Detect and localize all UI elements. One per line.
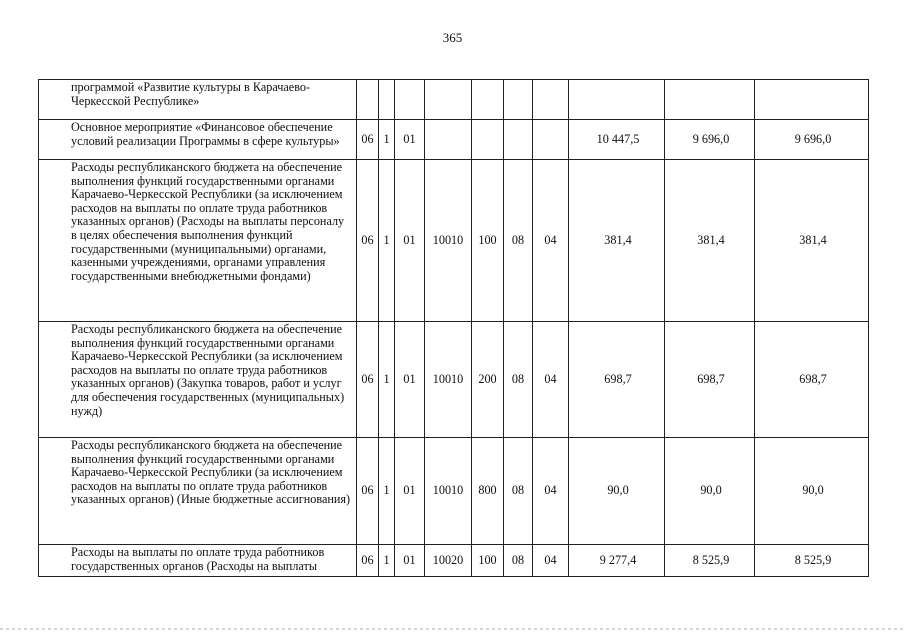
table-row xyxy=(39,80,869,120)
table-row xyxy=(39,438,869,545)
amount-cell-2: 90,0 xyxy=(665,438,755,545)
code-cell-1 xyxy=(357,80,379,120)
amount-cell-3: 698,7 xyxy=(755,322,869,438)
code-cell-5: 800 xyxy=(472,438,504,545)
table-row xyxy=(39,120,869,160)
code-cell-7: 04 xyxy=(533,160,569,322)
row-name-cell: Расходы республиканского бюджета на обеспечение выполнения функций государственными органами Карачаево-Черкесской Республики (за исключением расходов на выплаты по оплате труда работников указанных органов) (Иные бюджетные ассигнования) xyxy=(39,438,357,545)
code-cell-1: 06 xyxy=(357,545,379,577)
budget-table xyxy=(38,79,869,577)
table-row xyxy=(39,322,869,438)
code-cell-6: 08 xyxy=(504,438,533,545)
amount-cell-1: 698,7 xyxy=(569,322,665,438)
code-cell-1: 06 xyxy=(357,438,379,545)
amount-cell-1: 10 447,5 xyxy=(569,120,665,160)
amount-cell-1: 9 277,4 xyxy=(569,545,665,577)
code-cell-3: 01 xyxy=(395,322,425,438)
row-name-cell: Расходы на выплаты по оплате труда работников государственных органов (Расходы на выплаты xyxy=(39,545,357,577)
code-cell-2: 1 xyxy=(379,545,395,577)
code-cell-3 xyxy=(395,80,425,120)
amount-cell-3 xyxy=(755,80,869,120)
code-cell-3: 01 xyxy=(395,438,425,545)
code-cell-7 xyxy=(533,120,569,160)
code-cell-5: 100 xyxy=(472,160,504,322)
code-cell-2: 1 xyxy=(379,438,395,545)
code-cell-2 xyxy=(379,80,395,120)
row-name-cell: Основное мероприятие «Финансовое обеспечение условий реализации Программы в сфере культуры» xyxy=(39,120,357,160)
amount-cell-3: 90,0 xyxy=(755,438,869,545)
amount-cell-2: 8 525,9 xyxy=(665,545,755,577)
code-cell-4: 10010 xyxy=(425,160,472,322)
code-cell-6: 08 xyxy=(504,322,533,438)
code-cell-1: 06 xyxy=(357,120,379,160)
row-name-cell: Расходы республиканского бюджета на обеспечение выполнения функций государственными органами Карачаево-Черкесской Республики (за исключением расходов на выплаты по оплате труда работников указанных органов) (Закупка товаров, работ и услуг для обеспечения государственных (муниципальных) нужд) xyxy=(39,322,357,438)
code-cell-5: 200 xyxy=(472,322,504,438)
code-cell-6 xyxy=(504,80,533,120)
scan-edge-artifact xyxy=(0,628,905,630)
code-cell-3: 01 xyxy=(395,120,425,160)
amount-cell-2: 381,4 xyxy=(665,160,755,322)
code-cell-4 xyxy=(425,120,472,160)
amount-cell-2: 9 696,0 xyxy=(665,120,755,160)
code-cell-6: 08 xyxy=(504,160,533,322)
page-number: 365 xyxy=(442,30,463,45)
code-cell-5 xyxy=(472,120,504,160)
code-cell-7 xyxy=(533,80,569,120)
code-cell-7: 04 xyxy=(533,438,569,545)
table-row xyxy=(39,545,869,577)
code-cell-4: 10020 xyxy=(425,545,472,577)
amount-cell-1: 90,0 xyxy=(569,438,665,545)
amount-cell-1 xyxy=(569,80,665,120)
code-cell-4: 10010 xyxy=(425,438,472,545)
code-cell-4 xyxy=(425,80,472,120)
amount-cell-3: 8 525,9 xyxy=(755,545,869,577)
code-cell-2: 1 xyxy=(379,322,395,438)
code-cell-3: 01 xyxy=(395,545,425,577)
amount-cell-1: 381,4 xyxy=(569,160,665,322)
amount-cell-3: 381,4 xyxy=(755,160,869,322)
code-cell-6 xyxy=(504,120,533,160)
table-row xyxy=(39,160,869,322)
code-cell-5: 100 xyxy=(472,545,504,577)
code-cell-3: 01 xyxy=(395,160,425,322)
amount-cell-2 xyxy=(665,80,755,120)
code-cell-2: 1 xyxy=(379,120,395,160)
code-cell-4: 10010 xyxy=(425,322,472,438)
code-cell-7: 04 xyxy=(533,322,569,438)
code-cell-7: 04 xyxy=(533,545,569,577)
code-cell-5 xyxy=(472,80,504,120)
row-name-cell: программой «Развитие культуры в Карачаево-Черкесской Республике» xyxy=(39,80,357,120)
amount-cell-2: 698,7 xyxy=(665,322,755,438)
row-name-cell: Расходы республиканского бюджета на обеспечение выполнения функций государственными органами Карачаево-Черкесской Республики (за исключением расходов на выплаты по оплате труда работников указанных органов) (Расходы на выплаты персоналу в целях обеспечения выполнения функций государственными (муниципальными) органами, казенными учреждениями, органами управления государственными внебюджетными фондами) xyxy=(39,160,357,322)
code-cell-1: 06 xyxy=(357,160,379,322)
amount-cell-3: 9 696,0 xyxy=(755,120,869,160)
code-cell-6: 08 xyxy=(504,545,533,577)
code-cell-1: 06 xyxy=(357,322,379,438)
code-cell-2: 1 xyxy=(379,160,395,322)
